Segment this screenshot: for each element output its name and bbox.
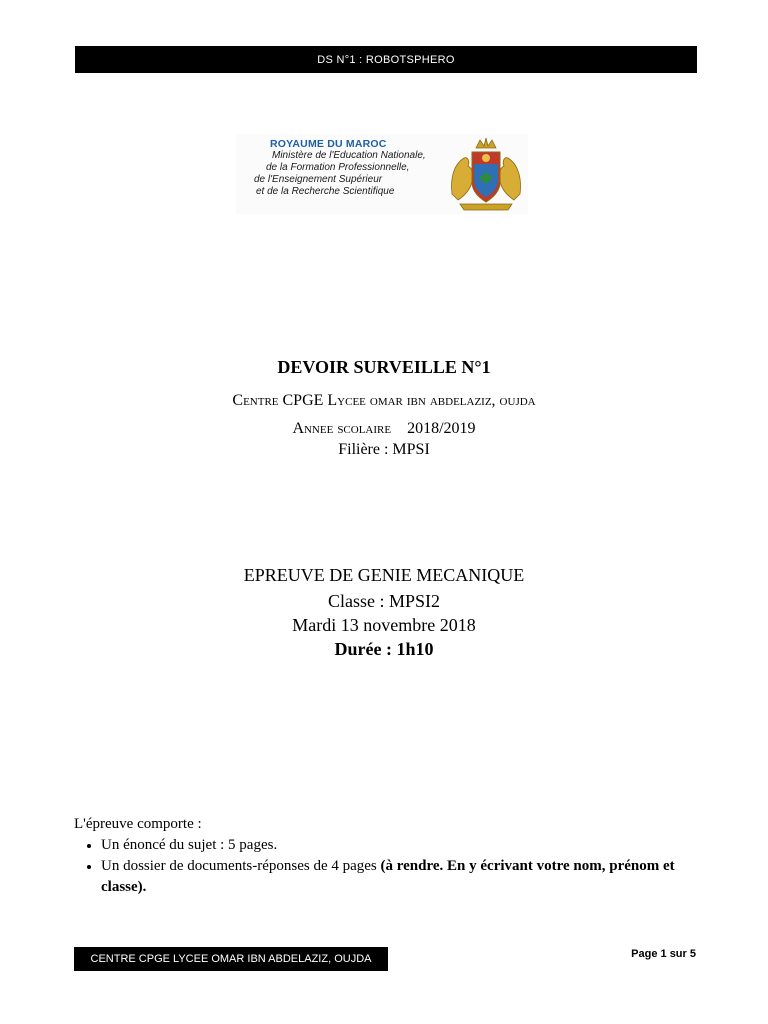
coat-of-arms-icon	[446, 134, 526, 214]
kingdom-name: ROYAUME DU MAROC	[270, 138, 387, 150]
school-name: Centre CPGE Lycee omar ibn abdelaziz, oujda	[232, 392, 536, 409]
ministry-text	[250, 138, 450, 198]
header-title: DS N°1 : ROBOTSPHERO	[317, 53, 455, 66]
contents-item-2-bold: (à rendre. En y écrivant votre nom, prénom et classe).	[101, 858, 675, 895]
exam-class: Classe : MPSI2	[327, 591, 441, 611]
exam-title: DEVOIR SURVEILLE N°1	[277, 357, 491, 377]
footer-school: CENTRE CPGE LYCEE OMAR IBN ABDELAZIZ, OUJDA	[90, 953, 372, 965]
list-item	[101, 856, 714, 898]
school-year	[0, 420, 768, 438]
list-item	[101, 835, 714, 856]
contents-item-1: Un énoncé du sujet : 5 pages.	[101, 837, 278, 853]
contents-intro: L'épreuve comporte :	[74, 816, 202, 832]
footer-bar	[74, 947, 388, 971]
exam-date: Mardi 13 novembre 2018	[292, 615, 476, 635]
school-year-label: Annee scolaire	[292, 420, 392, 437]
filiere: Filière : MPSI	[338, 441, 430, 458]
exam-subject: EPREUVE DE GENIE MECANIQUE	[243, 565, 525, 585]
contents-list	[74, 835, 714, 898]
contents-item-2: Un dossier de documents-réponses de 4 pages	[101, 858, 381, 874]
school-year-value: 2018/2019	[407, 420, 476, 437]
header-bar	[75, 46, 697, 73]
exam-duration: Durée : 1h10	[334, 639, 434, 659]
page-number: Page 1 sur 5	[631, 948, 696, 960]
ministry-line-2: de la Formation Professionnelle,	[266, 162, 410, 173]
exam-contents	[74, 814, 714, 898]
ministry-logo	[236, 134, 528, 214]
ministry-line-3: de l'Enseignement Supérieur	[254, 174, 383, 185]
ministry-line-1: Ministère de l'Education Nationale,	[272, 150, 426, 161]
ministry-line-4: et de la Recherche Scientifique	[256, 186, 395, 197]
